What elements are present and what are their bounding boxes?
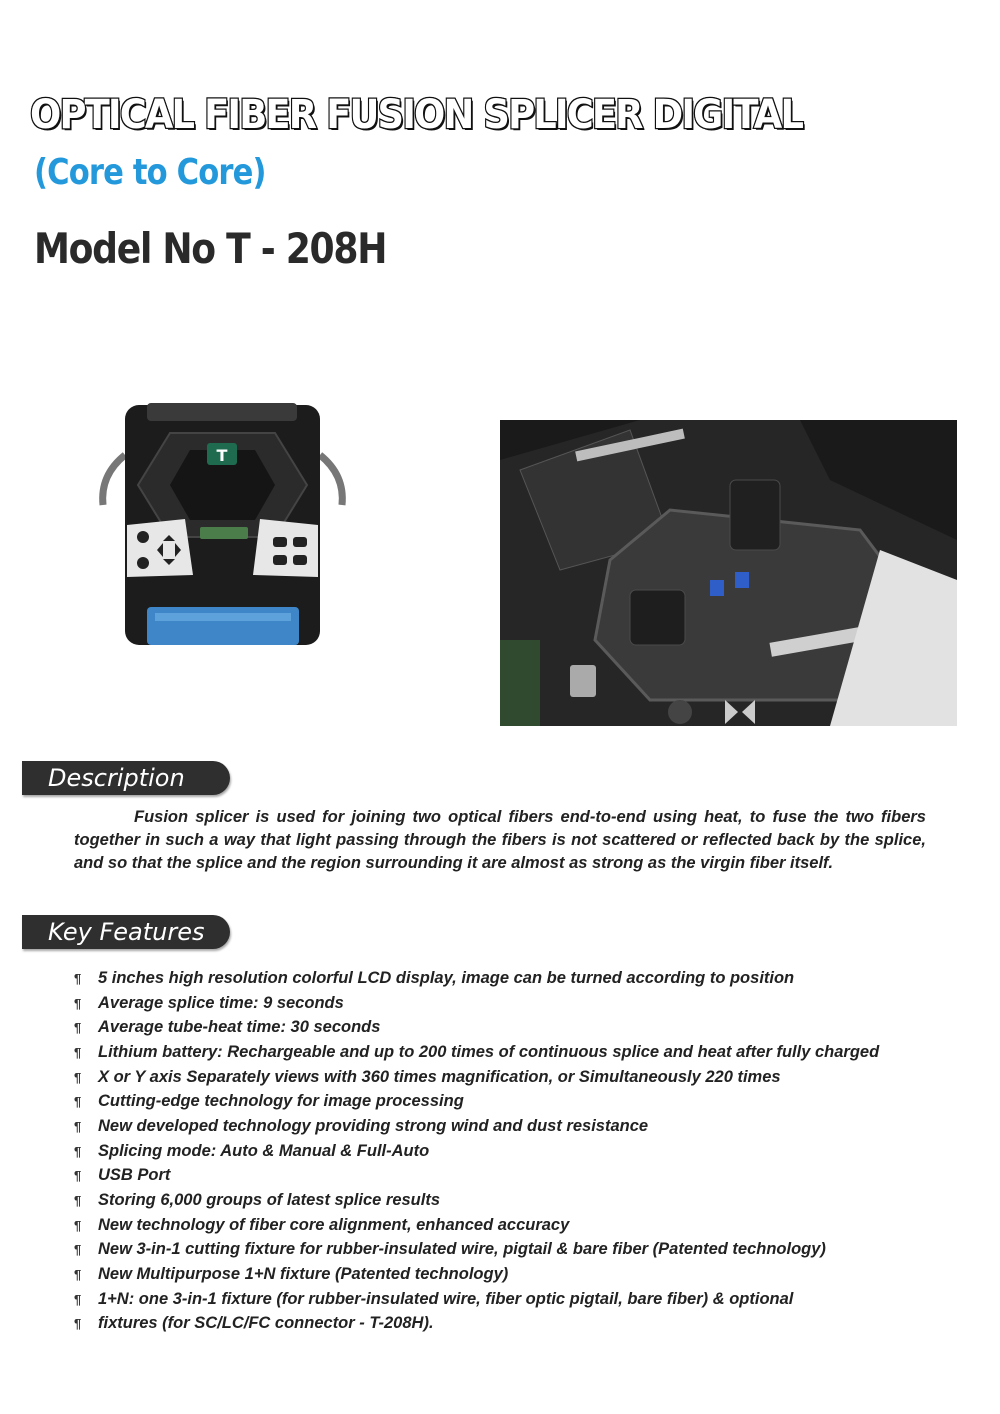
- fiber-clamp: [730, 480, 780, 550]
- model-label-icon: [200, 527, 248, 539]
- strap-right: [320, 455, 342, 505]
- feature-text: fixtures (for SC/LC/FC connector - T-208H).: [98, 1314, 434, 1333]
- pilcrow-bullet: ¶: [74, 970, 82, 986]
- feature-text: Average tube-heat time: 30 seconds: [98, 1018, 381, 1037]
- splicer-top-bar: [147, 403, 297, 421]
- description-text: Fusion splicer is used for joining two optical fibers end-to-end using heat, to fuse the two fibers together in such a way that light passing through the fibers is not scattered or reflected back by the splice, and so that the splice and the region surrounding it are almost as strong as the virgin fiber itself.: [74, 808, 926, 872]
- strap-left: [103, 455, 125, 505]
- pilcrow-bullet: ¶: [74, 995, 82, 1011]
- lcd-screen-bar: [155, 613, 291, 621]
- right-keypad: [253, 519, 318, 577]
- lcd-screen: [147, 607, 299, 645]
- pilcrow-bullet: ¶: [74, 1168, 82, 1184]
- list-item: [74, 1164, 879, 1189]
- keypad-button-icon: [273, 555, 287, 565]
- description-heading: Description: [48, 764, 185, 792]
- keypad-button-icon: [137, 531, 149, 543]
- pilcrow-bullet: ¶: [74, 1217, 82, 1233]
- fusion-splicer-front-photo: [95, 395, 350, 650]
- side-edge: [500, 640, 540, 726]
- description-heading-tab: [22, 761, 230, 795]
- brand-logo-text: T: [216, 446, 228, 465]
- list-item: [74, 1089, 879, 1114]
- feature-text: Cutting-edge technology for image processing: [98, 1092, 464, 1111]
- list-item: [74, 991, 879, 1016]
- pilcrow-bullet: ¶: [74, 1316, 82, 1332]
- feature-text: 5 inches high resolution colorful LCD display, image can be turned according to position: [98, 968, 795, 987]
- feature-text: Splicing mode: Auto & Manual & Full-Auto: [98, 1141, 430, 1160]
- pilcrow-bullet: ¶: [74, 1020, 82, 1036]
- pilcrow-bullet: ¶: [74, 1069, 82, 1085]
- keypad-button-icon: [293, 555, 307, 565]
- feature-text: New 3-in-1 cutting fixture for rubber-insulated wire, pigtail & bare fiber (Patented technology): [98, 1240, 826, 1259]
- keypad-button-icon: [137, 557, 149, 569]
- pilcrow-bullet: ¶: [74, 1267, 82, 1283]
- feature-text: Average splice time: 9 seconds: [98, 993, 344, 1012]
- feature-text: 1+N: one 3-in-1 fixture (for rubber-insulated wire, fiber optic pigtail, bare fiber) & optional: [98, 1289, 794, 1308]
- list-item: [74, 1238, 879, 1263]
- pilcrow-bullet: ¶: [74, 1118, 82, 1134]
- electrode-icon: [710, 580, 724, 596]
- pilcrow-bullet: ¶: [74, 1291, 82, 1307]
- page-title: OPTICAL FIBER FUSION SPLICER DIGITAL: [30, 92, 803, 138]
- feature-text: New Multipurpose 1+N fixture (Patented technology): [98, 1265, 509, 1284]
- list-item: [74, 1015, 879, 1040]
- fiber-holder: [630, 590, 685, 645]
- list-item: [74, 1040, 879, 1065]
- key-features-list: [74, 966, 879, 1336]
- list-item: [74, 1114, 879, 1139]
- pilcrow-bullet: ¶: [74, 1242, 82, 1258]
- power-button-icon: [668, 700, 692, 724]
- feature-text: USB Port: [98, 1166, 171, 1185]
- key-features-heading: Key Features: [48, 918, 205, 946]
- list-item: [74, 1287, 879, 1312]
- pilcrow-bullet: ¶: [74, 1143, 82, 1159]
- electrode-icon: [735, 572, 749, 588]
- pilcrow-bullet: ¶: [74, 1044, 82, 1060]
- latch-icon: [570, 665, 596, 697]
- key-features-heading-tab: [22, 915, 230, 949]
- pilcrow-bullet: ¶: [74, 1193, 82, 1209]
- keypad-button-icon: [273, 537, 287, 547]
- page-subtitle: (Core to Core): [34, 152, 266, 193]
- list-item: [74, 1213, 879, 1238]
- list-item: [74, 1262, 879, 1287]
- feature-text: X or Y axis Separately views with 360 times magnification, or Simultaneously 220 times: [98, 1067, 781, 1086]
- fusion-splicer-open-lid-photo: [500, 420, 957, 726]
- list-item: [74, 1312, 879, 1337]
- feature-text: Storing 6,000 groups of latest splice results: [98, 1191, 441, 1210]
- feature-text: Lithium battery: Rechargeable and up to 200 times of continuous splice and heat after fully charged: [98, 1042, 880, 1061]
- pilcrow-bullet: ¶: [74, 1094, 82, 1110]
- keypad-button-icon: [293, 537, 307, 547]
- feature-text: New technology of fiber core alignment, enhanced accuracy: [98, 1215, 570, 1234]
- list-item: [74, 1139, 879, 1164]
- model-number: Model No T - 208H: [34, 224, 387, 273]
- list-item: [74, 1188, 879, 1213]
- list-item: [74, 966, 879, 991]
- list-item: [74, 1065, 879, 1090]
- feature-text: New developed technology providing strong wind and dust resistance: [98, 1116, 649, 1135]
